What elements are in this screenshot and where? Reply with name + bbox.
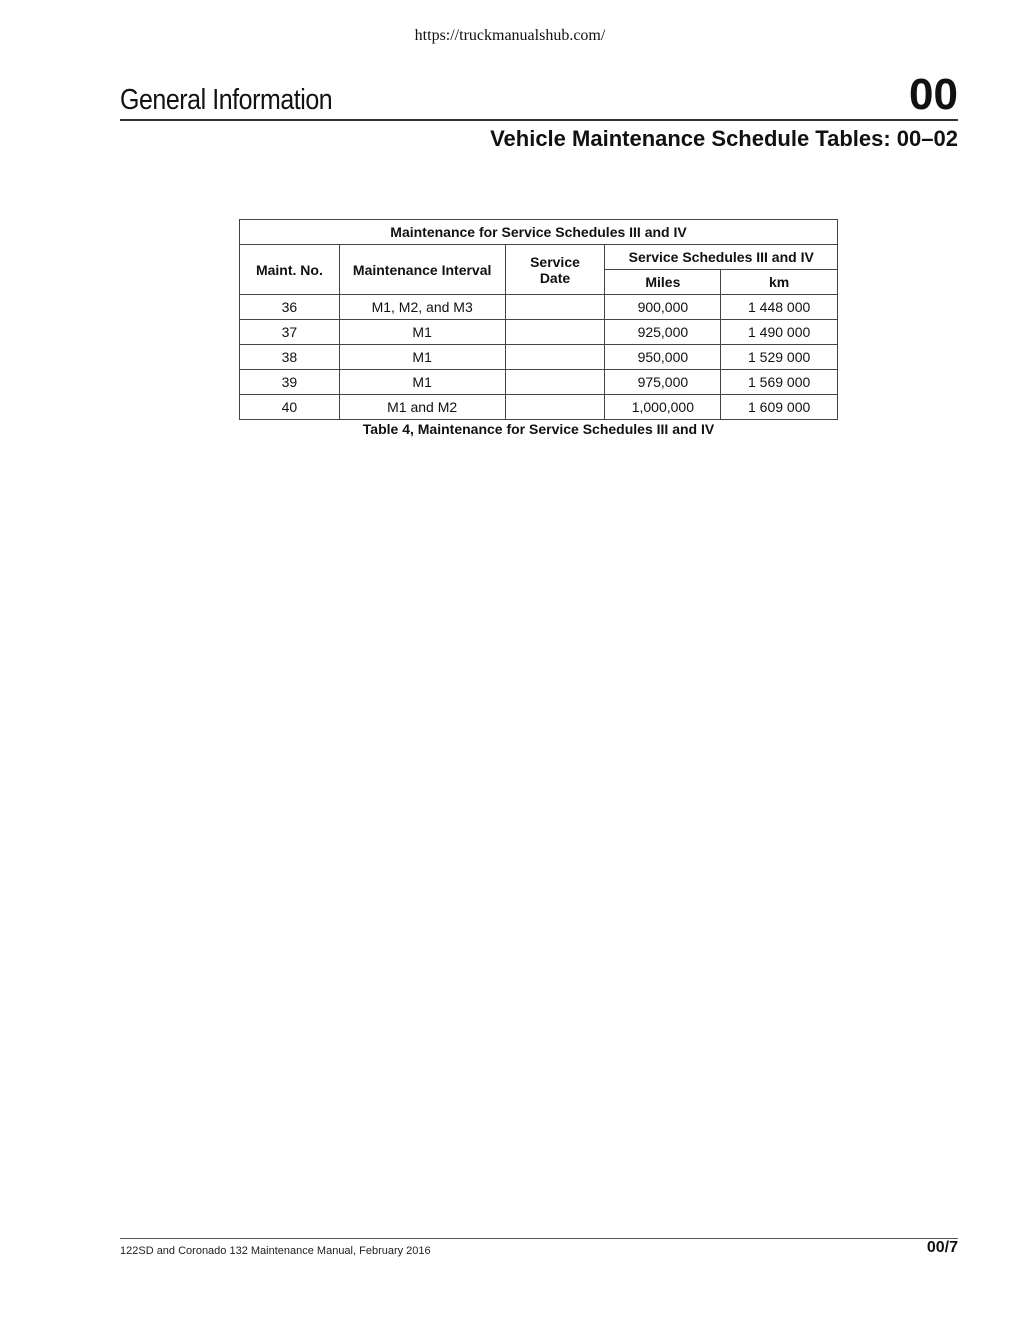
cell-service-date (505, 345, 605, 370)
header-miles: Miles (605, 270, 721, 295)
cell-km: 1 529 000 (721, 345, 838, 370)
cell-miles: 950,000 (605, 345, 721, 370)
cell-maint-no: 39 (240, 370, 340, 395)
header-divider (120, 119, 958, 121)
section-number: 00 (909, 70, 958, 119)
page-subtitle: Vehicle Maintenance Schedule Tables: 00–02 (490, 126, 958, 151)
table-row (240, 395, 838, 420)
cell-miles: 1,000,000 (605, 395, 721, 420)
table-title-row (240, 220, 838, 245)
header-km: km (721, 270, 838, 295)
cell-km: 1 609 000 (721, 395, 838, 420)
footer-manual-title: 122SD and Coronado 132 Maintenance Manual, February 2016 (120, 1245, 431, 1257)
table-caption: Table 4, Maintenance for Service Schedules III and IV (362, 421, 715, 437)
header-schedule-group: Service Schedules III and IV (605, 245, 838, 270)
cell-interval: M1 (339, 345, 505, 370)
cell-km: 1 490 000 (721, 320, 838, 345)
cell-miles: 900,000 (605, 295, 721, 320)
cell-maint-no: 40 (240, 395, 340, 420)
cell-maint-no: 37 (240, 320, 340, 345)
header-maint-interval: Maintenance Interval (339, 245, 505, 295)
cell-service-date (505, 395, 605, 420)
cell-km: 1 448 000 (721, 295, 838, 320)
table-row (240, 295, 838, 320)
maintenance-table (239, 219, 838, 420)
table-header-row (240, 245, 838, 270)
table-title: Maintenance for Service Schedules III and IV (240, 220, 838, 245)
section-title: General Information (120, 84, 333, 116)
cell-maint-no: 38 (240, 345, 340, 370)
cell-maint-no: 36 (240, 295, 340, 320)
cell-interval: M1 (339, 370, 505, 395)
cell-miles: 925,000 (605, 320, 721, 345)
cell-service-date (505, 295, 605, 320)
table-row (240, 345, 838, 370)
cell-interval: M1, M2, and M3 (339, 295, 505, 320)
table-row (240, 370, 838, 395)
page-number: 00/7 (926, 1239, 958, 1256)
cell-service-date (505, 320, 605, 345)
cell-miles: 975,000 (605, 370, 721, 395)
header-maint-no: Maint. No. (240, 245, 340, 295)
cell-interval: M1 and M2 (339, 395, 505, 420)
cell-km: 1 569 000 (721, 370, 838, 395)
footer-divider (120, 1238, 958, 1239)
cell-service-date (505, 370, 605, 395)
source-url: https://truckmanualshub.com/ (414, 27, 606, 44)
header-service-date: Service Date (505, 245, 605, 295)
cell-interval: M1 (339, 320, 505, 345)
table-row (240, 320, 838, 345)
